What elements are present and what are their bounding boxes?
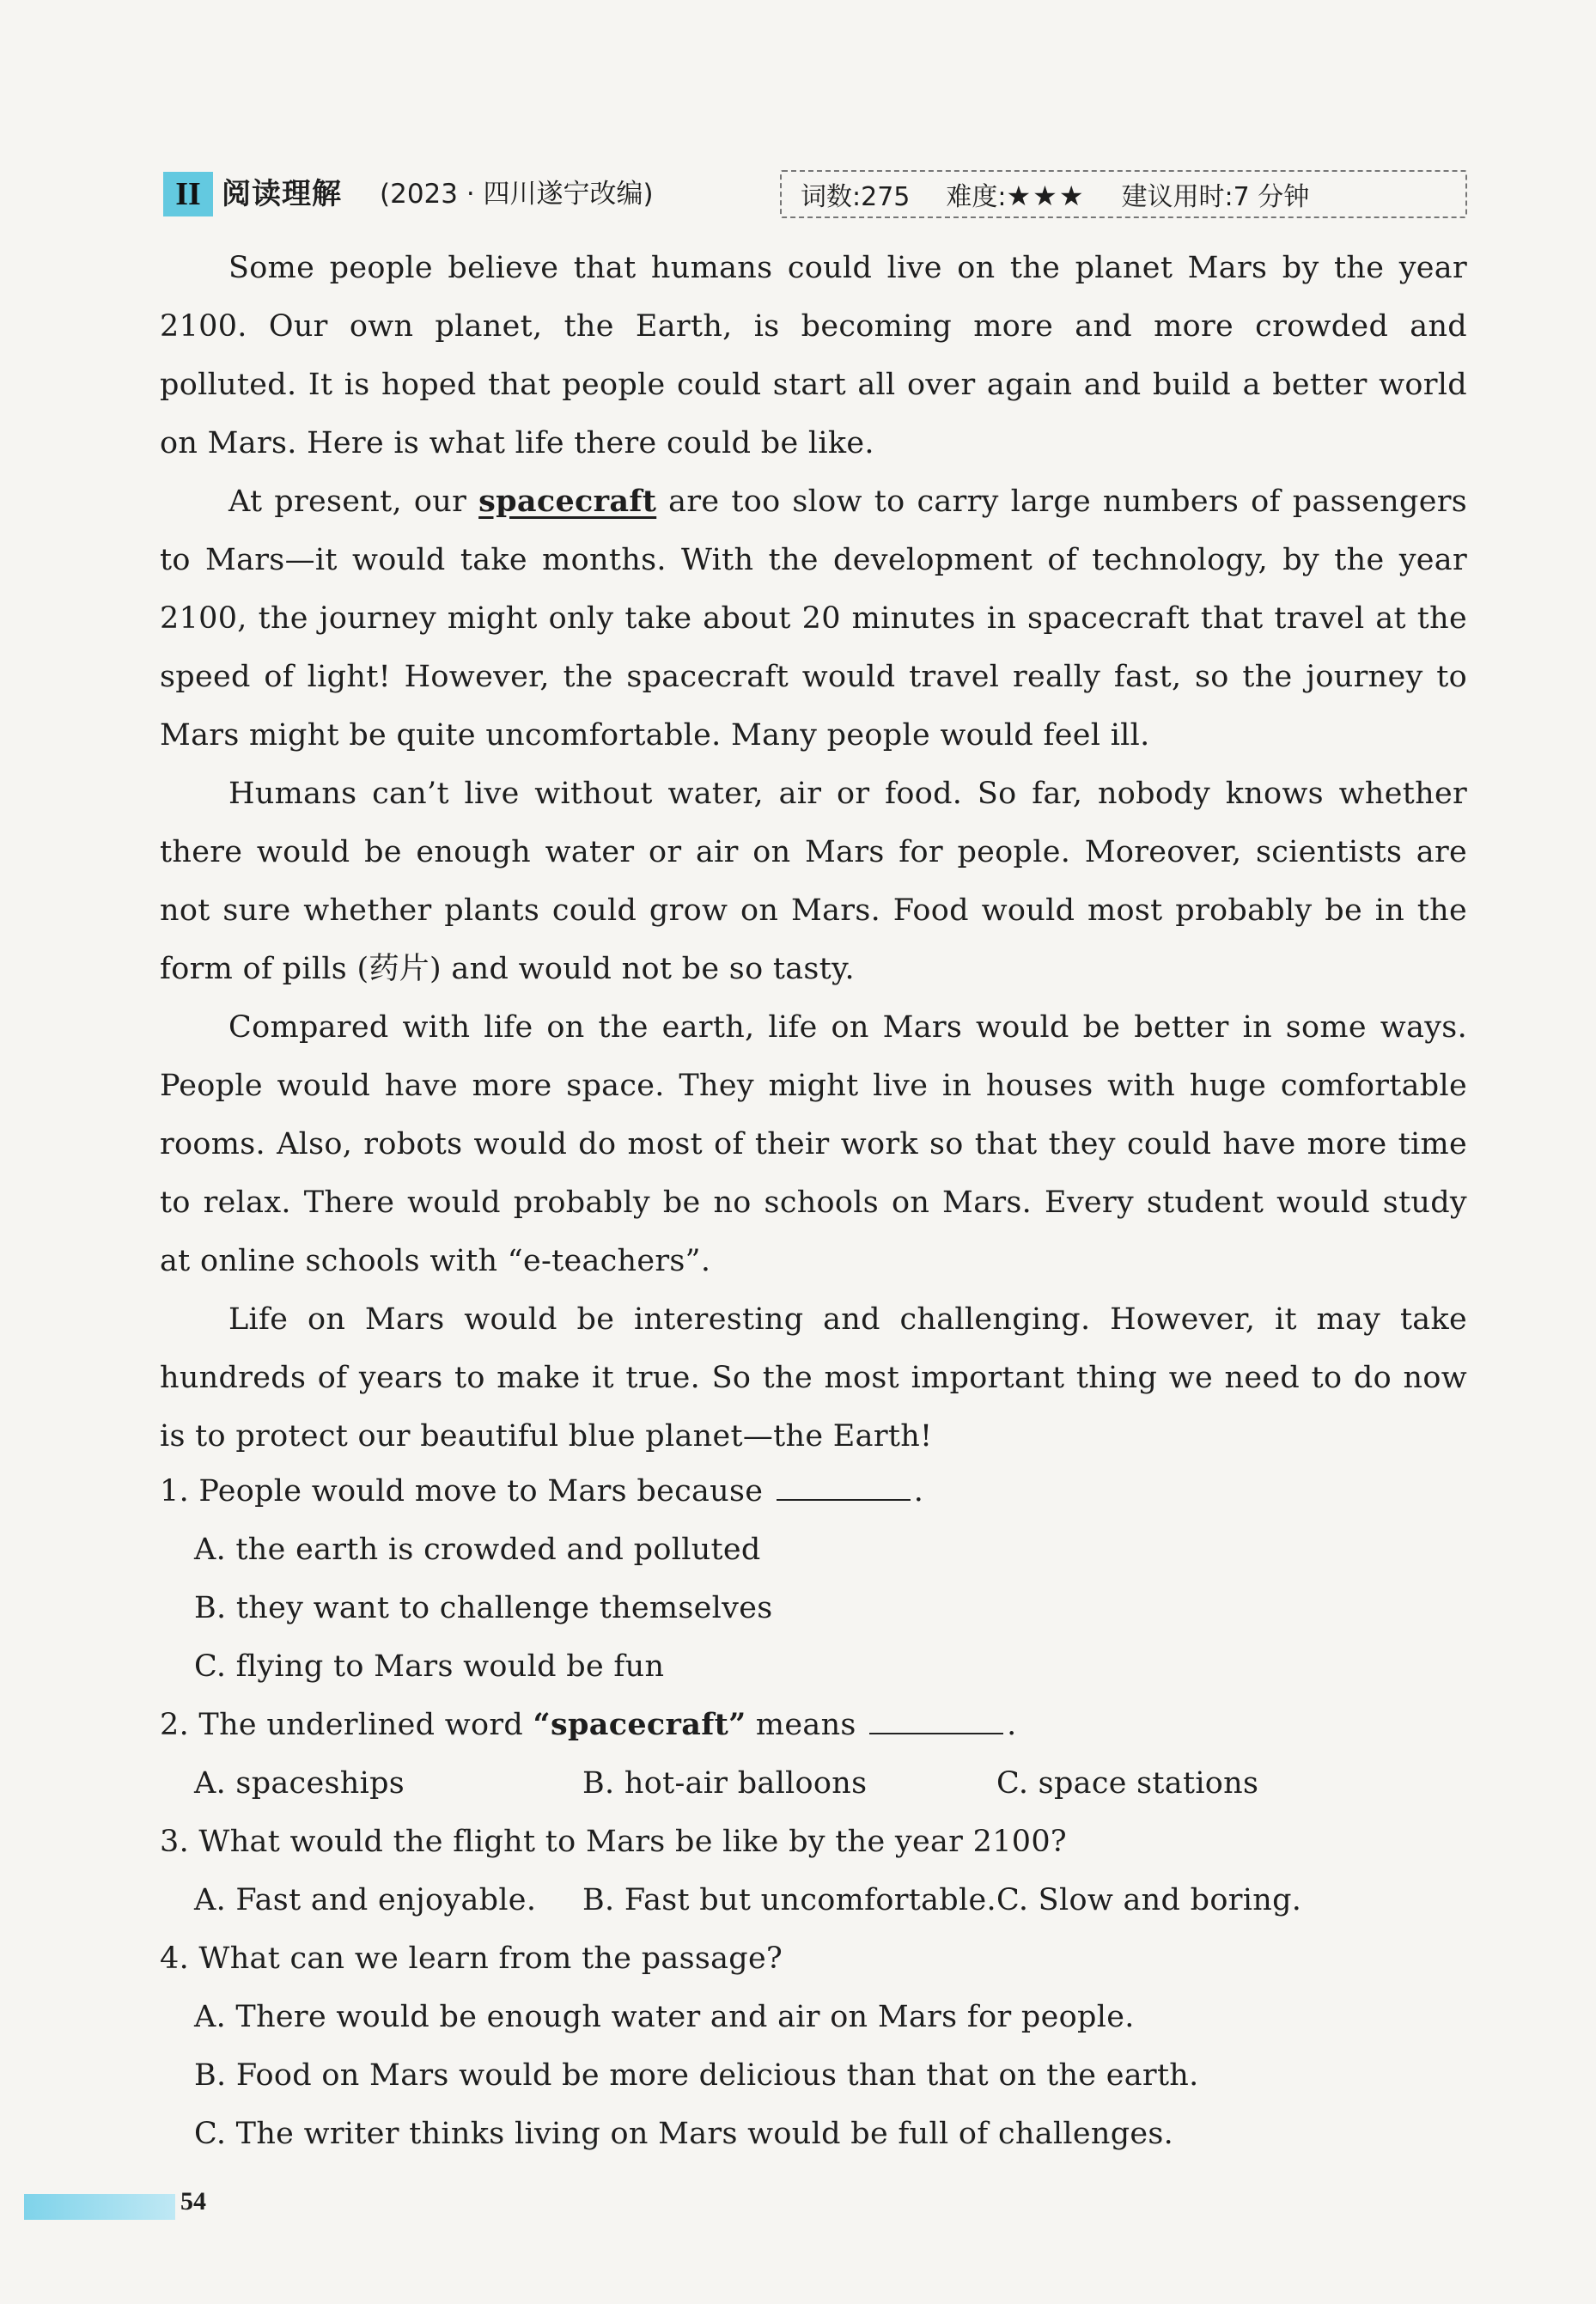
q2-option-c[interactable]: C. space stations (996, 1766, 1259, 1801)
paragraph-4: Compared with life on the earth, life on Mars would be better in some ways. People would have more space. They might live in houses with huge comfortable rooms. Also, robots would do most of their work so that they could have more time to relax. There would probably be no schools on Mars. Every student would study at online schools with “e-teachers”. (160, 1010, 1467, 1278)
word-count: 词数:275 (801, 182, 911, 212)
difficulty-label: 难度: (946, 182, 1007, 212)
suggested-time: 建议用时:7 分钟 (1121, 182, 1310, 212)
difficulty (946, 175, 1085, 213)
paragraph-5: Life on Mars would be interesting and challenging. However, it may take hundreds of years to make it true. So the most important thing we need to do now is to protect our beautiful blue planet—the Earth! (160, 1302, 1467, 1454)
question-1-end: . (913, 1474, 924, 1509)
reading-passage (160, 239, 1467, 1466)
question-2-end: . (1007, 1708, 1017, 1742)
q2-option-a[interactable]: A. spaceships (194, 1766, 405, 1801)
q2-option-b[interactable]: B. hot-air balloons (582, 1766, 868, 1801)
q1-option-a[interactable]: A. the earth is crowded and polluted (194, 1533, 761, 1567)
paragraph-3: Humans can’t live without water, air or food. So far, nobody knows whether there would be enough water or air on Mars for people. Moreover, scientists are not sure whether plants could grow on Mars. Food would most probably be in the form of pills (药片) and would not be so tasty. (160, 777, 1467, 986)
question-1 (160, 1462, 1467, 1521)
passage-source: (2023 · 四川遂宁改编) (380, 179, 654, 210)
question-list (160, 1462, 1467, 2163)
footer-accent-bar (24, 2194, 175, 2220)
question-2-stem: 2. The underlined word (160, 1708, 533, 1742)
question-3: 3. What would the flight to Mars be like by the year 2100? (160, 1825, 1067, 1859)
question-1-stem: 1. People would move to Mars because (160, 1474, 764, 1509)
q3-option-b[interactable]: B. Fast but uncomfortable. (582, 1883, 996, 1917)
question-2 (160, 1696, 1467, 1754)
section-header (163, 170, 1469, 223)
paragraph-1: Some people believe that humans could live on the planet Mars by the year 2100. Our own planet, the Earth, is becoming more and more crowded and polluted. It is hoped that people could start all over again and build a better world on Mars. Here is what life there could be like. (160, 251, 1467, 460)
paragraph-2-start: At present, our (228, 485, 479, 519)
star-icon: ★★★ (1006, 180, 1086, 212)
q4-option-b[interactable]: B. Food on Mars would be more delicious than that on the earth. (194, 2058, 1199, 2093)
question-4: 4. What can we learn from the passage? (160, 1941, 783, 1976)
paragraph-2-rest: are too slow to carry large numbers of passengers to Mars—it would take months. With the development of technology, by the year 2100, the journey might only take about 20 minutes in spacecraft that travel at the speed of light! However, the spacecraft would travel really fast, so the journey to Mars might be quite uncomfortable. Many people would feel ill. (160, 485, 1467, 753)
paragraph-2 (160, 472, 1467, 765)
question-2-stem-end: means (746, 1708, 856, 1742)
q2-options (194, 1754, 1467, 1813)
q1-option-c[interactable]: C. flying to Mars would be fun (194, 1649, 665, 1684)
question-2-word: “spacecraft” (533, 1707, 746, 1742)
q1-option-b[interactable]: B. they want to challenge themselves (194, 1591, 773, 1625)
q3-options (194, 1871, 1467, 1929)
section-title: 阅读理解 (222, 177, 342, 211)
q4-option-c[interactable]: C. The writer thinks living on Mars would be full of challenges. (194, 2117, 1174, 2151)
q3-option-a[interactable]: A. Fast and enjoyable. (194, 1883, 537, 1917)
q4-option-a[interactable]: A. There would be enough water and air on Mars for people. (194, 2000, 1135, 2034)
answer-blank[interactable] (777, 1473, 911, 1501)
page-number: 54 (180, 2187, 206, 2216)
underlined-word: spacecraft (478, 484, 657, 519)
q3-option-c[interactable]: C. Slow and boring. (996, 1883, 1302, 1917)
passage-meta-box (780, 170, 1467, 218)
answer-blank[interactable] (869, 1707, 1003, 1734)
section-number-badge: II (163, 172, 213, 216)
